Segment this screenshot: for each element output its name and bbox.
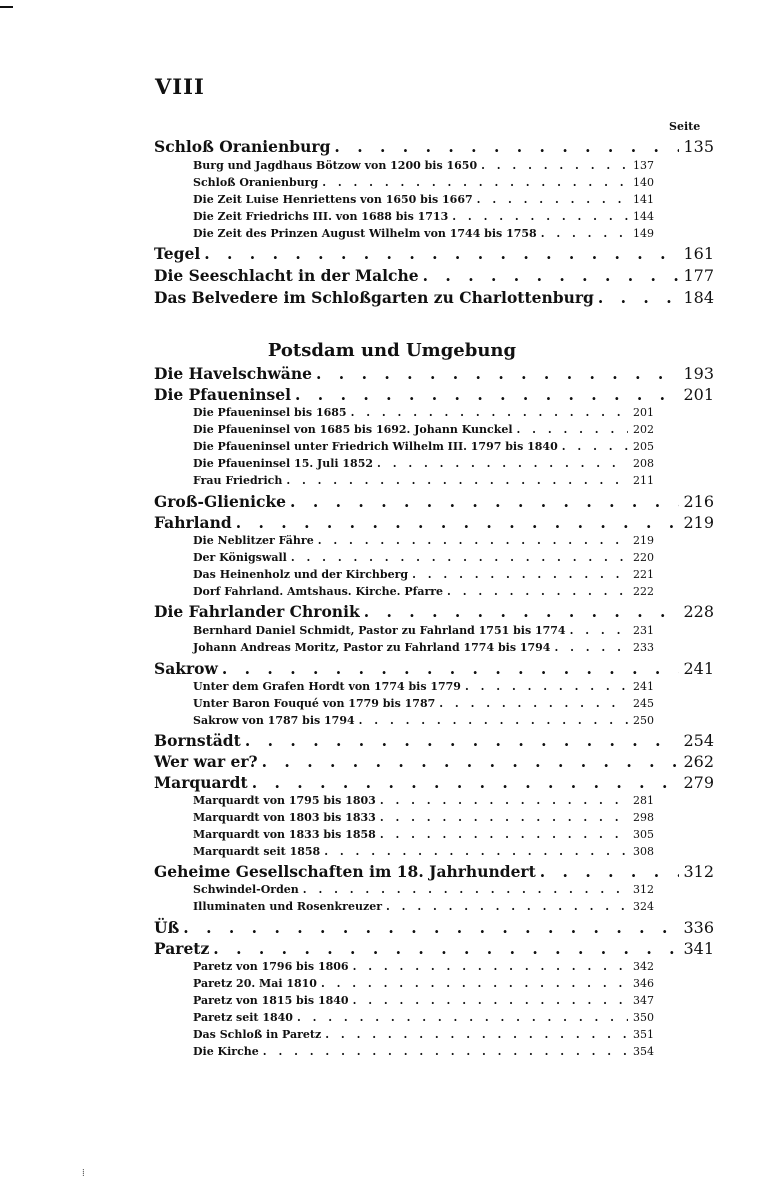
toc-subentry [193,474,654,487]
toc-entry-title: Die Fahrlander Chronik [154,602,360,621]
toc-subentry [193,994,654,1007]
toc-entry-page: 184 [683,288,714,307]
leader-dots [380,811,628,824]
leader-dots [541,227,628,240]
toc-subentry-title: Unter dem Grafen Hordt von 1774 bis 1779 [193,680,461,693]
toc-subentry [193,227,654,240]
toc-subentry-title: Marquardt von 1795 bis 1803 [193,794,376,807]
toc-subentry [193,1028,654,1041]
toc-subentry-title: Paretz 20. Mai 1810 [193,977,317,990]
leader-dots [353,960,628,973]
toc-entry [154,602,714,621]
leader-dots [303,883,628,896]
toc-entry-page: 262 [683,752,714,771]
toc-subentry-title: Das Heinenholz und der Kirchberg [193,568,409,581]
toc-subentry-title: Marquardt von 1833 bis 1858 [193,828,376,841]
toc-entry [154,266,714,285]
toc-subentry-page: 149 [633,227,654,240]
toc-subentry-page: 222 [633,585,654,598]
toc-subentry-page: 208 [633,457,654,470]
leader-dots [452,210,628,223]
toc-subentry [193,680,654,693]
toc-subentry-title: Das Schloß in Paretz [193,1028,322,1041]
toc-entry-title: Geheime Gesellschaften im 18. Jahrhundert [154,862,536,881]
toc-entry-page: 341 [683,939,714,958]
toc-subentry-page: 298 [633,811,654,824]
leader-dots [322,176,628,189]
toc-entry-title: Die Pfaueninsel [154,385,291,404]
toc-subentry-page: 205 [633,440,654,453]
toc-entry [154,773,714,792]
toc-subentry [193,641,654,654]
toc-subentry-title: Die Zeit Friedrichs III. von 1688 bis 1713 [193,210,449,223]
toc-entry [154,918,714,937]
toc-subentry-title: Unter Baron Fouqué von 1779 bis 1787 [193,697,436,710]
toc-subentry-title: Dorf Fahrland. Amtshaus. Kirche. Pfarre [193,585,444,598]
toc-subentry [193,960,654,973]
toc-subentry-page: 141 [633,193,654,206]
leader-dots [183,918,679,937]
page-column-header: Seite [669,120,701,133]
leader-dots [316,364,679,383]
toc-subentry [193,406,654,419]
leader-dots [364,602,680,621]
leader-dots [353,994,628,1007]
leader-dots [540,862,680,881]
toc-subentry-page: 354 [633,1045,654,1058]
toc-subentry [193,624,654,637]
toc-subentry [193,457,654,470]
leader-dots [291,551,628,564]
toc-subentry [193,900,654,913]
toc-entry-page: 135 [683,137,714,156]
toc-entry-page: 241 [683,659,714,678]
leader-dots [318,534,628,547]
leader-dots [386,900,628,913]
leader-dots [562,440,628,453]
toc-entry-title: Groß-Glienicke [154,492,287,511]
leader-dots [423,266,680,285]
toc-entry [154,731,714,750]
toc-subentry-title: Illuminaten und Rosenkreuzer [193,900,382,913]
toc-subentry [193,423,654,436]
leader-dots [377,457,628,470]
leader-dots [380,794,628,807]
toc-entry [154,513,714,532]
toc-entry [154,385,714,404]
toc-entry-page: 312 [683,862,714,881]
toc-subentry-page: 346 [633,977,654,990]
toc-subentry [193,977,654,990]
page-corner-mark [0,6,13,8]
leader-dots [412,568,628,581]
toc-subentry-page: 245 [633,697,654,710]
toc-subentry-page: 308 [633,845,654,858]
leader-dots [290,492,679,511]
leader-dots [321,977,628,990]
toc-subentry-page: 221 [633,568,654,581]
toc-subentry-page: 231 [633,624,654,637]
toc-subentry-title: Die Kirche [193,1045,259,1058]
leader-dots [477,193,628,206]
toc-subentry-page: 220 [633,551,654,564]
toc-subentry [193,828,654,841]
toc-subentry-page: 350 [633,1011,654,1024]
toc-subentry-title: Marquardt von 1803 bis 1833 [193,811,376,824]
toc-subentry-title: Frau Friedrich [193,474,283,487]
toc-subentry-page: 201 [633,406,654,419]
leader-dots [517,423,628,436]
toc-entry-title: Die Seeschlacht in der Malche [154,266,419,285]
toc-entry-title: Das Belvedere im Schloßgarten zu Charlottenburg [154,288,594,307]
toc-entry-page: 279 [683,773,714,792]
toc-subentry-page: 211 [633,474,654,487]
toc-subentry-title: Die Pfaueninsel unter Friedrich Wilhelm III. 1797 bis 1840 [193,440,558,453]
toc-subentry [193,193,654,206]
toc-subentry-page: 347 [633,994,654,1007]
toc-entry-title: Die Havelschwäne [154,364,312,383]
leader-dots [439,697,628,710]
toc-subentry [193,551,654,564]
leader-dots [598,288,680,307]
page-number: VIII [155,74,205,99]
toc-entry-page: 177 [683,266,714,285]
toc-entry-page: 216 [683,492,714,511]
toc-subentry [193,697,654,710]
leader-dots [236,513,680,532]
toc-entry [154,752,714,771]
leader-dots [295,385,679,404]
toc-subentry [193,1045,654,1058]
toc-subentry-page: 342 [633,960,654,973]
toc-subentry-title: Burg und Jagdhaus Bötzow von 1200 bis 1650 [193,159,478,172]
toc-entry-title: Bornstädt [154,731,241,750]
toc-subentry-page: 305 [633,828,654,841]
leader-dots [359,714,628,727]
toc-subentry-page: 137 [633,159,654,172]
leader-dots [252,773,680,792]
toc-entry-title: Sakrow [154,659,218,678]
toc-entry-title: Fahrland [154,513,232,532]
toc-subentry-title: Die Pfaueninsel 15. Juli 1852 [193,457,374,470]
toc-entry-page: 228 [683,602,714,621]
toc-subentry-title: Der Königswall [193,551,287,564]
toc-subentry-title: Bernhard Daniel Schmidt, Pastor zu Fahrland 1751 bis 1774 [193,624,566,637]
toc-subentry [193,534,654,547]
toc-subentry-page: 324 [633,900,654,913]
toc-entry-title: Wer war er? [154,752,258,771]
toc-entry-title: Paretz [154,939,210,958]
toc-entry-title: Tegel [154,244,201,263]
section-heading: Potsdam und Umgebung [267,340,517,361]
toc-entry [154,862,714,881]
toc-subentry [193,811,654,824]
toc-subentry-page: 219 [633,534,654,547]
toc-entry-page: 219 [683,513,714,532]
toc-subentry-page: 250 [633,714,654,727]
toc-entry [154,492,714,511]
toc-subentry-page: 140 [633,176,654,189]
leader-dots [222,659,680,678]
toc-subentry-title: Marquardt seit 1858 [193,845,321,858]
toc-entry [154,659,714,678]
toc-subentry-title: Die Pfaueninsel bis 1685 [193,406,347,419]
toc-subentry-title: Paretz von 1815 bis 1840 [193,994,349,1007]
leader-dots [245,731,680,750]
toc-subentry-page: 233 [633,641,654,654]
toc-subentry-title: Schwindel-Orden [193,883,299,896]
toc-subentry-page: 144 [633,210,654,223]
toc-entry [154,244,714,263]
toc-subentry-page: 202 [633,423,654,436]
leader-dots [351,406,628,419]
toc-entry-page: 254 [683,731,714,750]
leader-dots [297,1011,628,1024]
leader-dots [481,159,628,172]
leader-dots [447,585,628,598]
toc-subentry [193,845,654,858]
toc-subentry [193,585,654,598]
toc-subentry [193,883,654,896]
toc-subentry [193,210,654,223]
toc-entry-page: 193 [683,364,714,383]
toc-subentry [193,176,654,189]
leader-dots [263,1045,628,1058]
leader-dots [465,680,628,693]
toc-subentry [193,159,654,172]
toc-entry [154,364,714,383]
toc-entry [154,939,714,958]
toc-subentry-title: Schloß Oranienburg [193,176,319,189]
toc-subentry-page: 281 [633,794,654,807]
leader-dots [380,828,628,841]
toc-entry-title: Marquardt [154,773,248,792]
toc-entry [154,288,714,307]
toc-subentry-title: Die Neblitzer Fähre [193,534,314,547]
leader-dots [213,939,679,958]
toc-subentry [193,1011,654,1024]
toc-subentry-title: Johann Andreas Moritz, Pastor zu Fahrland 1774 bis 1794 [193,641,551,654]
leader-dots [554,641,628,654]
toc-entry-page: 161 [683,244,714,263]
toc-entry-title: Schloß Oranienburg [154,137,331,156]
toc-subentry [193,794,654,807]
toc-subentry-title: Die Pfaueninsel von 1685 bis 1692. Johann Kunckel [193,423,513,436]
toc-subentry-title: Die Zeit des Prinzen August Wilhelm von 1744 bis 1758 [193,227,537,240]
toc-subentry-title: Paretz seit 1840 [193,1011,293,1024]
leader-dots [286,474,628,487]
leader-dots [262,752,680,771]
scan-speck: ⁞ [82,1168,85,1179]
toc-subentry-title: Die Zeit Luise Henriettens von 1650 bis 1667 [193,193,473,206]
toc-subentry-title: Sakrow von 1787 bis 1794 [193,714,355,727]
toc-subentry [193,714,654,727]
toc-entry-page: 201 [683,385,714,404]
toc-subentry-page: 241 [633,680,654,693]
leader-dots [570,624,628,637]
toc-subentry-page: 351 [633,1028,654,1041]
leader-dots [324,845,628,858]
toc-subentry [193,440,654,453]
leader-dots [204,244,679,263]
toc-subentry-title: Paretz von 1796 bis 1806 [193,960,349,973]
leader-dots [325,1028,628,1041]
toc-entry-page: 336 [683,918,714,937]
toc-subentry [193,568,654,581]
leader-dots [334,137,679,156]
toc-subentry-page: 312 [633,883,654,896]
toc-entry-title: Üß [154,918,180,937]
toc-entry [154,137,714,156]
